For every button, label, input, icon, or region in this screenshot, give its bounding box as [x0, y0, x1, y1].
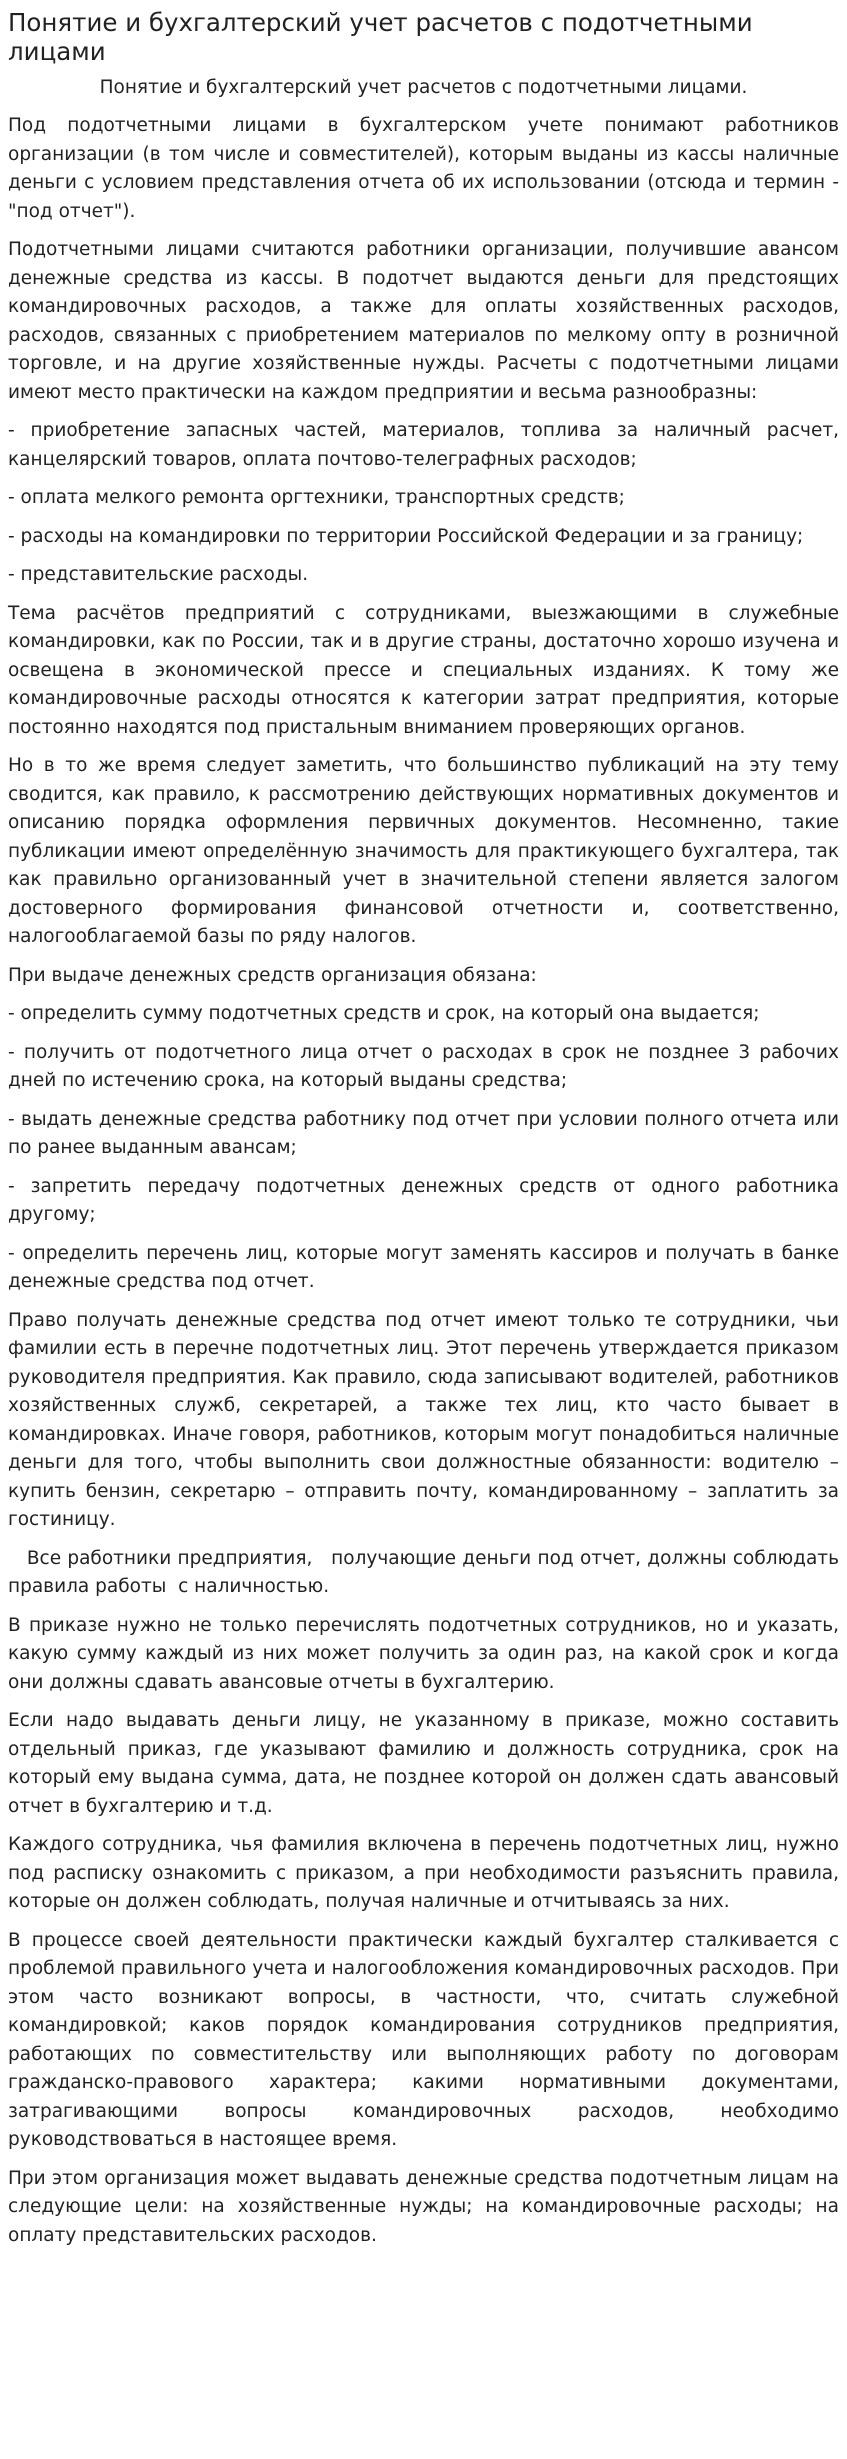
paragraph-10: Каждого сотрудника, чья фамилия включена в перечень подотчетных лиц, нужно под расписку ознакомить с приказом, а при необходимости разъяснить правила, которые он должен соблюдать, получая наличные и отчитываясь за них.: [8, 1834, 839, 1912]
list-item-define-sum: - определить сумму подотчетных средств и срок, на который она выдается;: [8, 1003, 760, 1024]
paragraph-2: Подотчетными лицами считаются работники организации, получившие авансом денежные средства из кассы. В подотчет выдаются деньги для предстоящих командировочных расходов, а также для оплаты хозяйственных расходов, расходов, связанных с приобретением материалов по мелкому опту в розничной торговле, и на другие хозяйственные нужды. Расчеты с подотчетными лицами имеют место практически на каждом предприятии и весьма разнообразны:: [8, 239, 839, 403]
list-item-repair: - оплата мелкого ремонта оргтехники, транспортных средств;: [8, 487, 625, 508]
paragraph-3: Тема расчётов предприятий с сотрудниками, выезжающими в служебные командировки, как по России, так и в другие страны, достаточно хорошо изучена и освещена в экономической прессе и специальных изданиях. К тому же командировочные расходы относятся к категории затрат предприятия, которые постоянно находятся под пристальным вниманием проверяющих органов.: [8, 602, 839, 738]
document-subtitle: Понятие и бухгалтерский учет расчетов с подотчетными лицами.: [99, 77, 748, 98]
list-item-business-trips: - расходы на командировки по территории Российской Федерации и за границу;: [8, 525, 804, 547]
paragraph-11: В процессе своей деятельности практически каждый бухгалтер сталкивается с проблемой правильного учета и налогообложения командировочных расходов. При этом часто возникают вопросы, в частности, что, считать служебной командировкой; каков порядок командирования сотрудников предприятия, работающих по совместительству или выполняющих работу по договорам гражданско-правового характера; какими нормативными документами, затрагивающими вопросы командировочных расходов, необходимо руководствоваться в настоящее время.: [8, 1929, 839, 2150]
paragraph-6: Право получать денежные средства под отчет имеют только те сотрудники, чьи фамилии есть в перечне подотчетных лиц. Этот перечень утверждается приказом руководителя предприятия. Как правило, сюда записывают водителей, работников хозяйственных служб, секретарей, а также тех лиц, кто часто бывает в командировках. Иначе говоря, работников, которым могут понадобиться наличные деньги для того, чтобы выполнить свои должностные обязанности: водителю – купить бензин, секретарю – отправить почту, командированному – заплатить за гостиницу.: [8, 1309, 839, 1530]
list-item-representation: - представительские расходы.: [8, 564, 309, 585]
paragraph-4: Но в то же время следует заметить, что большинство публикаций на эту тему сводится, как правило, к рассмотрению действующих нормативных документов и описанию порядка оформления первичных документов. Несомненно, такие публикации имеют определённую значимость для практикующего бухгалтера, так как правильно организованный учет в значительной степени является залогом достоверного формирования финансовой отчетности и, соответственно, налогооблагаемой базы по ряду налогов.: [8, 755, 839, 947]
paragraph-7: Все работники предприятия, получающие деньги под отчет, должны соблюдать правила работы с наличностью.: [8, 1547, 845, 1597]
paragraph-8: В приказе нужно не только перечислять подотчетных сотрудников, но и указать, какую сумму каждый из них может получить за один раз, на какой срок и когда они должны сдавать авансовые отчеты в бухгалтерию.: [8, 1614, 839, 1693]
list-item-define-persons: - определить перечень лиц, которые могут заменять кассиров и получать в банке денежные средства под отчет.: [8, 1242, 839, 1292]
list-item-spare-parts: - приобретение запасных частей, материалов, топлива за наличный расчет, канцелярский товаров, оплата почтово-телеграфных расходов;: [8, 420, 839, 470]
list-item-get-report: - получить от подотчетного лица отчет о расходах в срок не позднее 3 рабочих дней по истечению срока, на который выданы средства;: [8, 1041, 839, 1091]
paragraph-12: При этом организация может выдавать денежные средства подотчетным лицам на следующие цели: на хозяйственные нужды; на командировочные расходы; на оплату представительских расходов.: [8, 2167, 839, 2246]
page-title: Понятие и бухгалтерский учет расчетов с подотчетными лицами: [8, 8, 753, 66]
list-item-issue-funds: - выдать денежные средства работнику под отчет при условии полного отчета или по ранее выданным авансам;: [8, 1108, 839, 1158]
paragraph-5: При выдаче денежных средств организация обязана:: [8, 964, 537, 986]
paragraph-9: Если надо выдавать деньги лицу, не указанному в приказе, можно составить отдельный приказ, где указывают фамилию и должность сотрудника, срок на который ему выдана сумма, дата, не позднее которой он должен сдать авансовый отчет в бухгалтерию и т.д.: [8, 1710, 839, 1817]
list-item-forbid-transfer: - запретить передачу подотчетных денежных средств от одного работника другому;: [8, 1175, 839, 1225]
paragraph-1: Под подотчетными лицами в бухгалтерском учете понимают работников организации (в том числе и совместителей), которым выданы из кассы наличные деньги с условием представления отчета об их использовании (отсюда и термин - "под отчет").: [8, 115, 839, 222]
